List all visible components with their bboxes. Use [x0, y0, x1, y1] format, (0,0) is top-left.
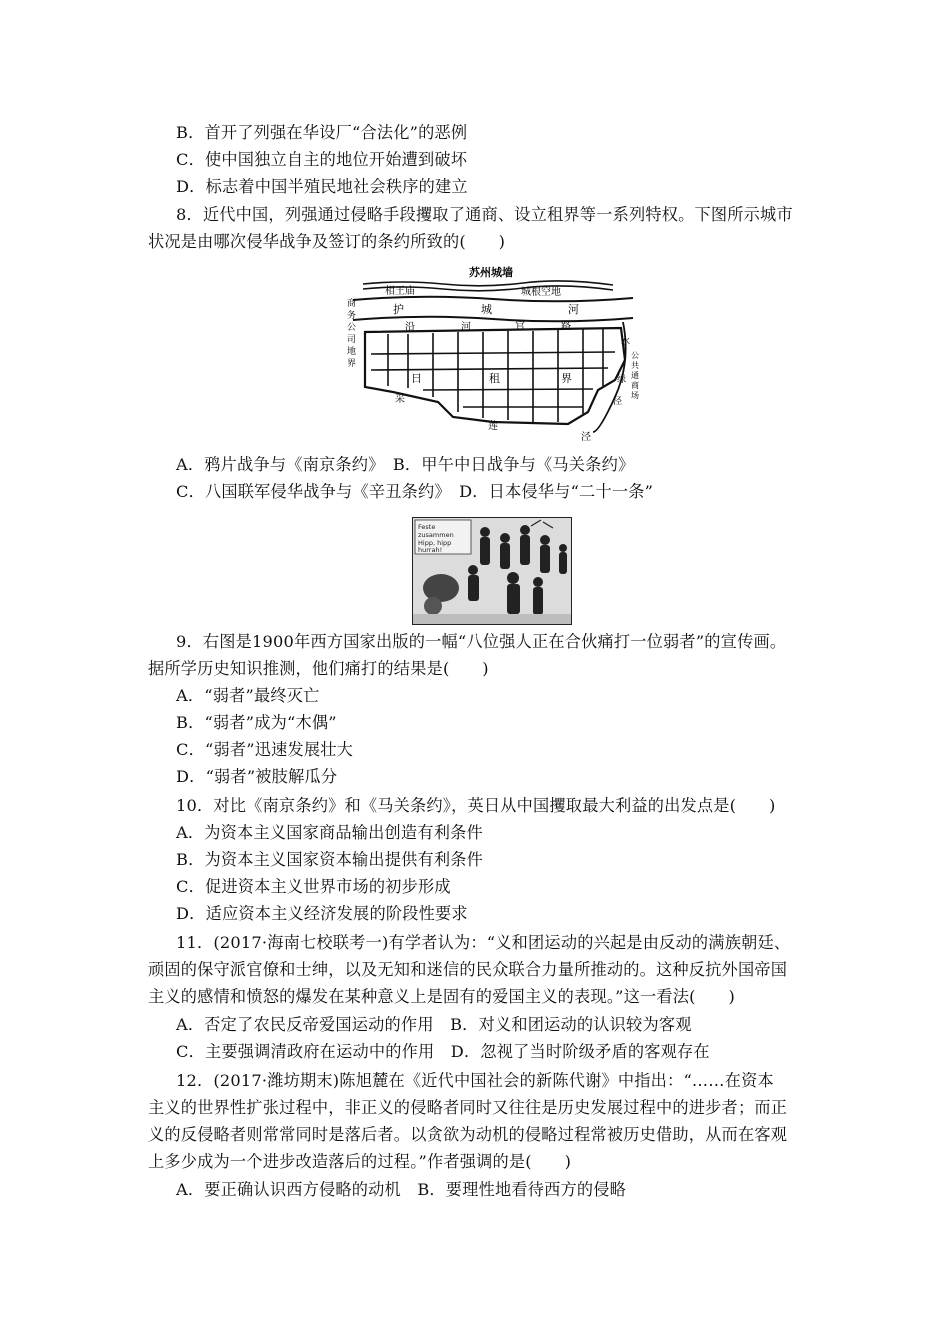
map-left-char-6: 界	[347, 359, 357, 369]
q10-option-a: A．为资本主义国家商品输出创造有利条件	[176, 823, 483, 842]
map-concession-char-1: 日	[411, 372, 422, 385]
q8-stem-line-2: 状况是由哪次侵华战争及签订的条约所致的( )	[148, 232, 506, 251]
map-concession-char-3: 界	[561, 372, 572, 385]
q10-option-c: C．促进资本主义世界市场的初步形成	[176, 877, 451, 896]
map-road-char-3: 官	[515, 321, 525, 332]
map-left-char-2: 务	[347, 311, 357, 321]
map-road-char-1: 沿	[405, 322, 415, 333]
q12-stem-line-2: 主义的世界性扩张过程中，非正义的侵略者同时又往往是历史发展过程中的进步者；而正	[148, 1098, 788, 1117]
map-right-char-5: 共	[631, 361, 639, 370]
q11-options-ab: A．否定了农民反帝爱国运动的作用 B．对义和团运动的认识较为客观	[176, 1015, 692, 1034]
cartoon-caption-2: zusammen	[418, 531, 454, 539]
q9-option-a: A．“弱者”最终灭亡	[176, 686, 320, 705]
map-right-char-1: 水	[621, 337, 631, 347]
map-road-char-4: 路	[561, 321, 571, 332]
q9-option-c: C．“弱者”迅速发展壮大	[176, 740, 354, 759]
map-right-char-8: 场	[631, 391, 639, 400]
map-left-char-5: 地	[347, 347, 357, 357]
map-river-char-2: 城	[481, 303, 492, 316]
q10-option-b: B．为资本主义国家资本输出提供有利条件	[176, 850, 484, 869]
q12-stem-line-4: 上多少成为一个进步改造落后的过程。”作者强调的是( )	[148, 1152, 572, 1171]
map-left-char-4: 司	[347, 335, 357, 345]
q11-stem-line-2: 顽固的保守派官僚和士绅，以及无知和迷信的民众联合力量所推动的。这种反抗外国帝国	[148, 960, 788, 979]
map-right-char-3: 泾	[613, 397, 623, 407]
q9-option-d: D．“弱者”被肢解瓜分	[176, 767, 338, 786]
map-left-char-1: 商	[347, 299, 357, 309]
q9-option-b: B．“弱者”成为“木偶”	[176, 713, 337, 732]
cartoon-caption-4: hurrah!	[418, 546, 443, 554]
q7-option-b: B．首开了列强在华设厂“合法化”的恶例	[176, 123, 468, 142]
map-right-char-2: 绿	[617, 375, 627, 385]
q12-stem-line-1: 12．(2017·潍坊期末)陈旭麓在《近代中国社会的新陈代谢》中指出：“……在资本	[176, 1071, 774, 1090]
cartoon-caption-3: Hipp, hipp	[418, 539, 452, 547]
map-bottom-char-1: 采	[395, 394, 405, 405]
q12-options-ab: A．要正确认识西方侵略的动机 B．要理性地看待西方的侵略	[176, 1180, 627, 1199]
q9-stem-line-1: 9．右图是1900年西方国家出版的一幅“八位强人正在合伙痛打一位弱者”的宣传画。	[176, 632, 787, 651]
map-left-char-3: 公	[347, 323, 357, 333]
map-bottom-char-3: 泾	[581, 432, 591, 442]
q12-stem-line-3: 义的反侵略者则常常同时是落后者。以贪欲为动机的侵略过程常被历史借助，从而在客观	[148, 1125, 788, 1144]
map-bottom-char-2: 莲	[488, 421, 498, 432]
map-right-char-4: 公	[631, 351, 639, 360]
map-concession-char-2: 租	[489, 372, 500, 385]
cartoon-caption-1: Feste	[418, 523, 436, 531]
suzhou-concession-map	[343, 262, 643, 442]
q10-stem: 10．对比《南京条约》和《马关条约》，英日从中国攫取最大利益的出发点是( )	[176, 796, 776, 815]
q7-option-d: D．标志着中国半殖民地社会秩序的建立	[176, 177, 468, 196]
map-right-char-6: 通	[631, 371, 639, 380]
q10-option-d: D．适应资本主义经济发展的阶段性要求	[176, 904, 468, 923]
map-right-char-7: 商	[631, 381, 639, 390]
q8-options-ab: A．鸦片战争与《南京条约》 B．甲午中日战争与《马关条约》	[176, 455, 635, 474]
q9-stem-line-2: 据所学历史知识推测，他们痛打的结果是( )	[148, 659, 489, 678]
q8-options-cd: C．八国联军侵华战争与《辛丑条约》 D．日本侵华与“二十一条”	[176, 482, 654, 501]
map-river-char-1: 护	[393, 303, 404, 316]
map-title: 苏州城墙	[469, 266, 513, 279]
propaganda-cartoon-image	[412, 517, 572, 625]
q11-stem-line-1: 11．(2017·海南七校联考一)有学者认为：“义和团运动的兴起是由反动的满族朝廷、	[176, 933, 791, 952]
map-river-char-3: 河	[568, 303, 579, 316]
q7-option-c: C．使中国独立自主的地位开始遭到破坏	[176, 150, 468, 169]
q11-stem-line-3: 主义的感情和愤怒的爆发在某种意义上是固有的爱国主义的表现。”这一看法( )	[148, 987, 735, 1006]
q11-options-cd: C．主要强调清政府在运动中的作用 D．忽视了当时阶级矛盾的客观存在	[176, 1042, 710, 1061]
map-road-char-2: 河	[461, 322, 471, 333]
q8-stem-line-1: 8．近代中国，列强通过侵略手段攫取了通商、设立租界等一系列特权。下图所示城市	[176, 205, 793, 224]
map-label-empty-land: 城根空地	[521, 287, 561, 298]
map-label-temple: 相王庙	[385, 286, 415, 297]
